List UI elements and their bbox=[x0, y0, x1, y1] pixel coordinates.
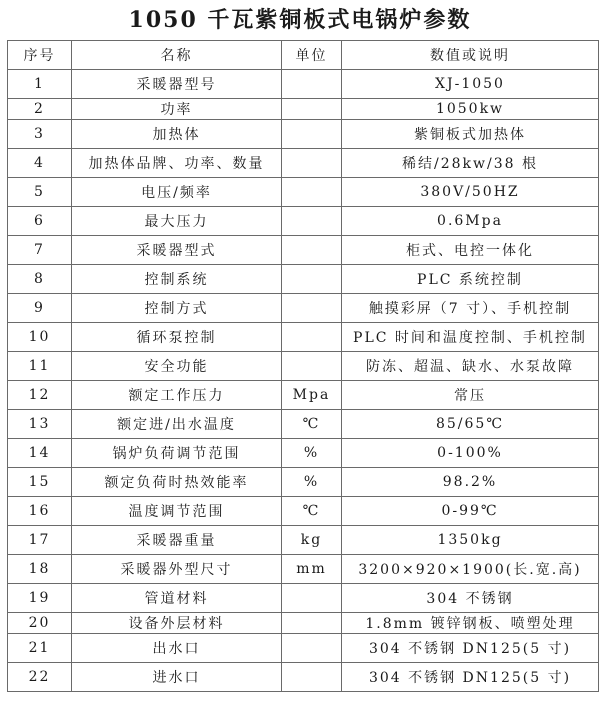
table-row bbox=[8, 613, 599, 634]
cell-value: 0.6Mpa bbox=[342, 207, 599, 236]
table-row bbox=[8, 526, 599, 555]
table-row bbox=[8, 178, 599, 207]
cell-value: 常压 bbox=[342, 381, 599, 410]
header-no: 序号 bbox=[8, 41, 72, 70]
header-value: 数值或说明 bbox=[342, 41, 599, 70]
cell-name: 电压/频率 bbox=[72, 178, 282, 207]
cell-no: 14 bbox=[8, 439, 72, 468]
cell-unit bbox=[282, 236, 342, 265]
cell-value: 稀结/28kw/38 根 bbox=[342, 149, 599, 178]
table-row bbox=[8, 236, 599, 265]
table-row bbox=[8, 381, 599, 410]
table-row bbox=[8, 555, 599, 584]
cell-value: 防冻、超温、缺水、水泵故障 bbox=[342, 352, 599, 381]
cell-value: 304 不锈钢 bbox=[342, 584, 599, 613]
cell-unit: ℃ bbox=[282, 410, 342, 439]
cell-unit: kg bbox=[282, 526, 342, 555]
cell-name: 加热体 bbox=[72, 120, 282, 149]
cell-no: 19 bbox=[8, 584, 72, 613]
table-row bbox=[8, 265, 599, 294]
header-name: 名称 bbox=[72, 41, 282, 70]
table-row bbox=[8, 352, 599, 381]
table-row bbox=[8, 70, 599, 99]
header-unit: 单位 bbox=[282, 41, 342, 70]
cell-value: 3200×920×1900(长.宽.高) bbox=[342, 555, 599, 584]
cell-name: 设备外层材料 bbox=[72, 613, 282, 634]
cell-unit bbox=[282, 352, 342, 381]
table-row bbox=[8, 149, 599, 178]
cell-no: 3 bbox=[8, 120, 72, 149]
table-row bbox=[8, 663, 599, 692]
cell-name: 温度调节范围 bbox=[72, 497, 282, 526]
cell-unit bbox=[282, 265, 342, 294]
cell-unit: % bbox=[282, 468, 342, 497]
table-row bbox=[8, 99, 599, 120]
cell-unit bbox=[282, 663, 342, 692]
cell-unit bbox=[282, 178, 342, 207]
cell-no: 16 bbox=[8, 497, 72, 526]
cell-value: 98.2% bbox=[342, 468, 599, 497]
cell-value: 304 不锈钢 DN125(5 寸) bbox=[342, 634, 599, 663]
cell-value: 85/65℃ bbox=[342, 410, 599, 439]
cell-unit bbox=[282, 323, 342, 352]
cell-unit bbox=[282, 99, 342, 120]
cell-no: 5 bbox=[8, 178, 72, 207]
cell-name: 采暖器外型尺寸 bbox=[72, 555, 282, 584]
cell-no: 1 bbox=[8, 70, 72, 99]
cell-no: 18 bbox=[8, 555, 72, 584]
cell-no: 20 bbox=[8, 613, 72, 634]
cell-unit: mm bbox=[282, 555, 342, 584]
cell-value: 0-100% bbox=[342, 439, 599, 468]
cell-value: 1.8mm 镀锌钢板、喷塑处理 bbox=[342, 613, 599, 634]
cell-unit: Mpa bbox=[282, 381, 342, 410]
cell-unit bbox=[282, 120, 342, 149]
table-row bbox=[8, 468, 599, 497]
table-row bbox=[8, 439, 599, 468]
cell-name: 额定工作压力 bbox=[72, 381, 282, 410]
table-row bbox=[8, 207, 599, 236]
cell-value: 0-99℃ bbox=[342, 497, 599, 526]
cell-value: 触摸彩屏（7 寸）、手机控制 bbox=[342, 294, 599, 323]
cell-unit bbox=[282, 207, 342, 236]
cell-name: 控制系统 bbox=[72, 265, 282, 294]
cell-name: 额定负荷时热效能率 bbox=[72, 468, 282, 497]
cell-value: XJ-1050 bbox=[342, 70, 599, 99]
cell-unit bbox=[282, 294, 342, 323]
cell-no: 17 bbox=[8, 526, 72, 555]
cell-unit bbox=[282, 70, 342, 99]
cell-name: 功率 bbox=[72, 99, 282, 120]
table-row bbox=[8, 634, 599, 663]
cell-no: 13 bbox=[8, 410, 72, 439]
table-row bbox=[8, 584, 599, 613]
cell-name: 额定进/出水温度 bbox=[72, 410, 282, 439]
cell-no: 11 bbox=[8, 352, 72, 381]
cell-unit: % bbox=[282, 439, 342, 468]
spec-table bbox=[7, 40, 599, 692]
cell-no: 7 bbox=[8, 236, 72, 265]
table-row bbox=[8, 410, 599, 439]
cell-no: 10 bbox=[8, 323, 72, 352]
cell-name: 进水口 bbox=[72, 663, 282, 692]
cell-no: 22 bbox=[8, 663, 72, 692]
cell-unit bbox=[282, 634, 342, 663]
cell-value: 380V/50HZ bbox=[342, 178, 599, 207]
cell-name: 安全功能 bbox=[72, 352, 282, 381]
table-row bbox=[8, 323, 599, 352]
cell-value: 紫铜板式加热体 bbox=[342, 120, 599, 149]
cell-value: 1350kg bbox=[342, 526, 599, 555]
table-row bbox=[8, 120, 599, 149]
cell-name: 最大压力 bbox=[72, 207, 282, 236]
cell-value: 304 不锈钢 DN125(5 寸) bbox=[342, 663, 599, 692]
cell-no: 15 bbox=[8, 468, 72, 497]
cell-no: 12 bbox=[8, 381, 72, 410]
cell-name: 锅炉负荷调节范围 bbox=[72, 439, 282, 468]
cell-name: 控制方式 bbox=[72, 294, 282, 323]
page-title: 1050 千瓦紫铜板式电锅炉参数 bbox=[128, 7, 472, 33]
cell-value: PLC 时间和温度控制、手机控制 bbox=[342, 323, 599, 352]
cell-name: 采暖器型号 bbox=[72, 70, 282, 99]
cell-unit: ℃ bbox=[282, 497, 342, 526]
cell-name: 采暖器型式 bbox=[72, 236, 282, 265]
cell-unit bbox=[282, 149, 342, 178]
cell-name: 采暖器重量 bbox=[72, 526, 282, 555]
cell-no: 21 bbox=[8, 634, 72, 663]
cell-name: 循环泵控制 bbox=[72, 323, 282, 352]
cell-value: PLC 系统控制 bbox=[342, 265, 599, 294]
cell-no: 4 bbox=[8, 149, 72, 178]
cell-no: 8 bbox=[8, 265, 72, 294]
table-row bbox=[8, 497, 599, 526]
cell-name: 出水口 bbox=[72, 634, 282, 663]
cell-unit bbox=[282, 584, 342, 613]
cell-name: 加热体品牌、功率、数量 bbox=[72, 149, 282, 178]
table-header-row bbox=[8, 41, 599, 70]
cell-name: 管道材料 bbox=[72, 584, 282, 613]
cell-no: 6 bbox=[8, 207, 72, 236]
cell-no: 9 bbox=[8, 294, 72, 323]
cell-unit bbox=[282, 613, 342, 634]
cell-no: 2 bbox=[8, 99, 72, 120]
cell-value: 柜式、电控一体化 bbox=[342, 236, 599, 265]
cell-value: 1050kw bbox=[342, 99, 599, 120]
table-row bbox=[8, 294, 599, 323]
